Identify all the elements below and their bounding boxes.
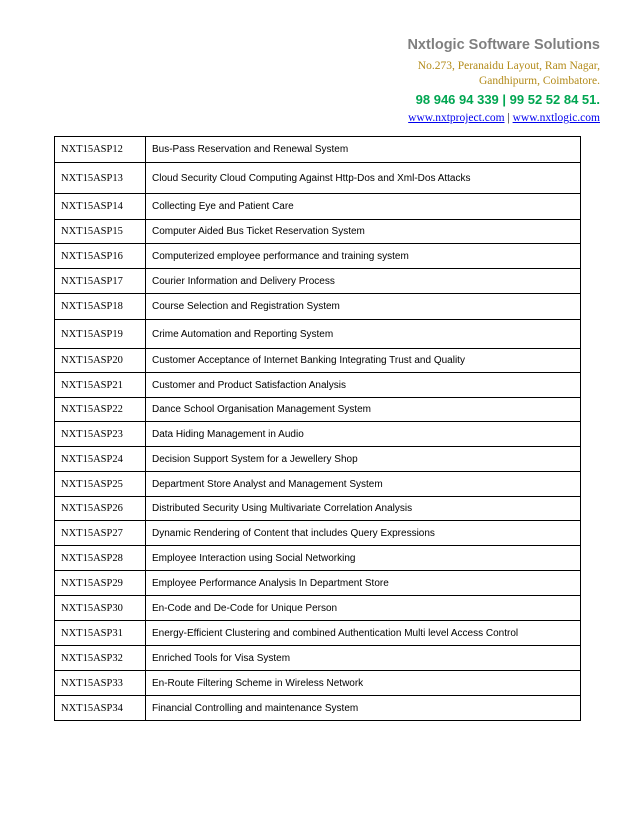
table-row <box>55 137 581 163</box>
project-title: Dynamic Rendering of Content that includes Query Expressions <box>146 521 581 546</box>
table-row <box>55 497 581 521</box>
project-code: NXT15ASP25 <box>55 472 146 497</box>
project-code: NXT15ASP34 <box>55 696 146 721</box>
address-line-2: Gandhipurm, Coimbatore. <box>478 75 600 87</box>
project-code: NXT15ASP30 <box>55 596 146 621</box>
table-row <box>55 472 581 497</box>
project-code: NXT15ASP32 <box>55 646 146 671</box>
project-code: NXT15ASP21 <box>55 373 146 398</box>
project-code: NXT15ASP13 <box>55 163 146 194</box>
table-row <box>55 373 581 398</box>
project-code: NXT15ASP24 <box>55 447 146 472</box>
project-code: NXT15ASP14 <box>55 194 146 220</box>
table-row <box>55 571 581 596</box>
project-title: Collecting Eye and Patient Care <box>146 194 581 220</box>
table-row <box>55 244 581 269</box>
project-code: NXT15ASP17 <box>55 269 146 294</box>
project-code: NXT15ASP26 <box>55 497 146 521</box>
table-row <box>55 422 581 447</box>
project-title: Data Hiding Management in Audio <box>146 422 581 447</box>
project-code: NXT15ASP29 <box>55 571 146 596</box>
project-title: Bus-Pass Reservation and Renewal System <box>146 137 581 163</box>
address-line-1: No.273, Peranaidu Layout, Ram Nagar, <box>417 60 600 72</box>
website-separator: | <box>504 112 513 124</box>
project-title: Customer Acceptance of Internet Banking Integrating Trust and Quality <box>146 349 581 373</box>
table-row <box>55 398 581 422</box>
table-row <box>55 349 581 373</box>
table-row <box>55 220 581 244</box>
project-code: NXT15ASP33 <box>55 671 146 696</box>
project-code: NXT15ASP19 <box>55 320 146 349</box>
table-row <box>55 621 581 646</box>
project-title: Dance School Organisation Management System <box>146 398 581 422</box>
project-title: Courier Information and Delivery Process <box>146 269 581 294</box>
letterhead <box>407 36 600 126</box>
project-title: Department Store Analyst and Management System <box>146 472 581 497</box>
website-link-nxtlogic[interactable]: www.nxtlogic.com <box>512 112 600 124</box>
project-code: NXT15ASP20 <box>55 349 146 373</box>
website-link-nxtproject[interactable]: www.nxtproject.com <box>408 112 505 124</box>
project-title: Enriched Tools for Visa System <box>146 646 581 671</box>
table-row <box>55 447 581 472</box>
project-title: En-Route Filtering Scheme in Wireless Network <box>146 671 581 696</box>
table-row <box>55 320 581 349</box>
table-row <box>55 696 581 721</box>
table-row <box>55 596 581 621</box>
project-code: NXT15ASP18 <box>55 294 146 320</box>
project-title: Decision Support System for a Jewellery Shop <box>146 447 581 472</box>
project-code: NXT15ASP28 <box>55 546 146 571</box>
project-title: Employee Interaction using Social Networking <box>146 546 581 571</box>
company-name: Nxtlogic Software Solutions <box>407 37 600 53</box>
project-code: NXT15ASP16 <box>55 244 146 269</box>
project-title: Employee Performance Analysis In Department Store <box>146 571 581 596</box>
project-code: NXT15ASP12 <box>55 137 146 163</box>
table-row <box>55 646 581 671</box>
project-title: En-Code and De-Code for Unique Person <box>146 596 581 621</box>
websites <box>407 110 600 126</box>
project-code: NXT15ASP22 <box>55 398 146 422</box>
table-row <box>55 521 581 546</box>
project-table <box>54 136 581 721</box>
project-code: NXT15ASP27 <box>55 521 146 546</box>
project-title: Energy-Efficient Clustering and combined Authentication Multi level Access Control <box>146 621 581 646</box>
project-title: Computerized employee performance and training system <box>146 244 581 269</box>
project-code: NXT15ASP23 <box>55 422 146 447</box>
phone-numbers: 98 946 94 339 | 99 52 52 84 51. <box>415 92 600 107</box>
table-row <box>55 194 581 220</box>
table-row <box>55 294 581 320</box>
project-code: NXT15ASP31 <box>55 621 146 646</box>
project-code: NXT15ASP15 <box>55 220 146 244</box>
project-title: Crime Automation and Reporting System <box>146 320 581 349</box>
project-title: Computer Aided Bus Ticket Reservation System <box>146 220 581 244</box>
table-row <box>55 269 581 294</box>
project-title: Distributed Security Using Multivariate Correlation Analysis <box>146 497 581 521</box>
table-row <box>55 671 581 696</box>
table-row <box>55 546 581 571</box>
table-row <box>55 163 581 194</box>
project-title: Course Selection and Registration System <box>146 294 581 320</box>
project-title: Cloud Security Cloud Computing Against Http-Dos and Xml-Dos Attacks <box>146 163 581 194</box>
project-title: Customer and Product Satisfaction Analysis <box>146 373 581 398</box>
project-title: Financial Controlling and maintenance System <box>146 696 581 721</box>
